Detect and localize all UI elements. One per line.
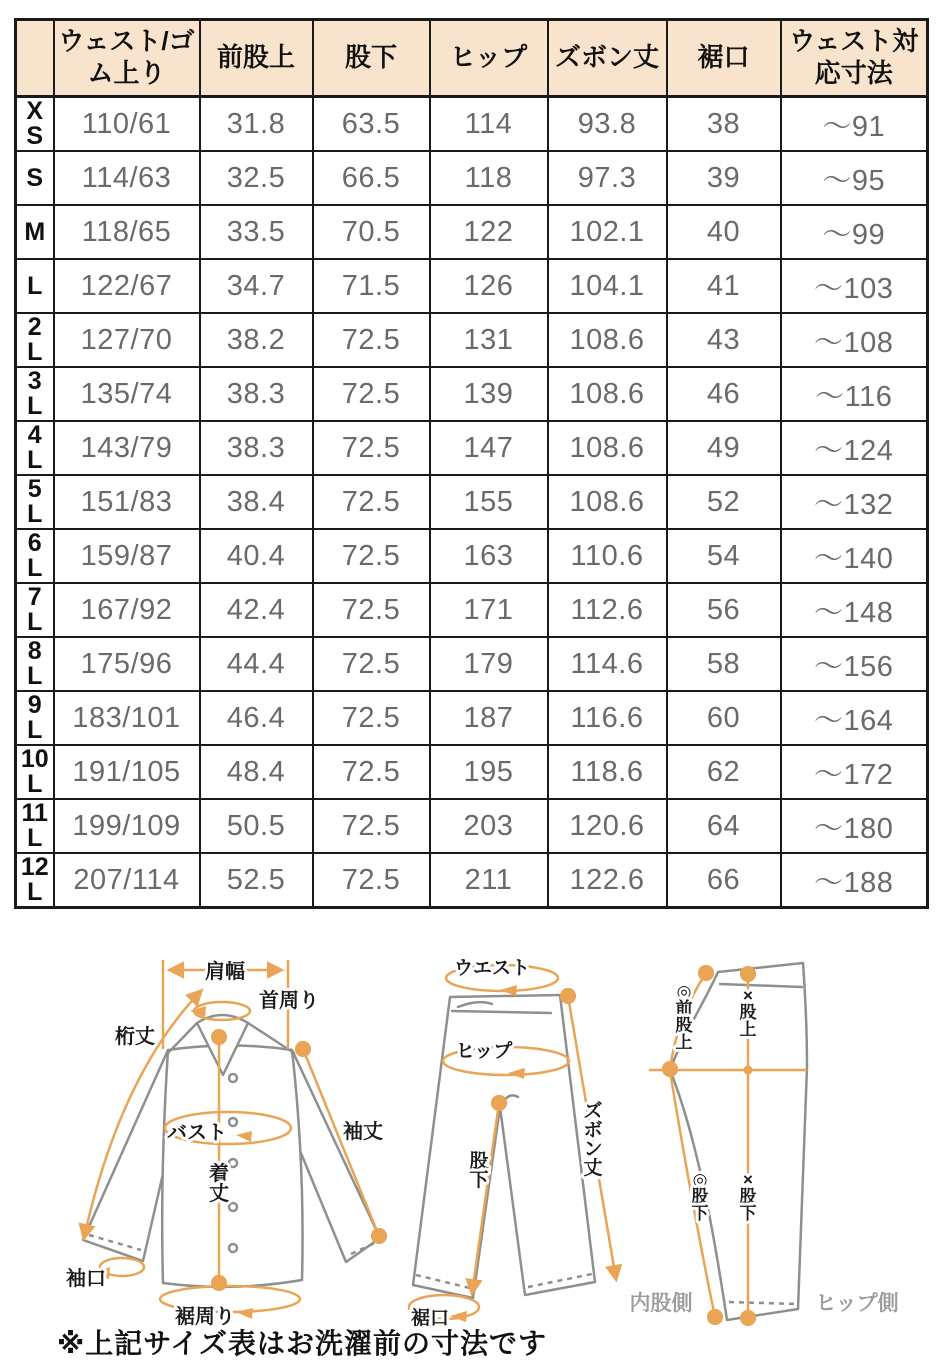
value-waist-range: 〜132	[781, 475, 928, 529]
value-pants-length: 93.8	[548, 97, 667, 152]
value-pants-length: 108.6	[548, 475, 667, 529]
table-row	[16, 637, 928, 691]
header-pants-length: ズボン丈	[548, 20, 667, 97]
value-pants-length: 110.6	[548, 529, 667, 583]
header-inseam: 股下	[313, 20, 430, 97]
front-rise-label: ◎前股上	[675, 982, 693, 1052]
value-waist-elastic: 199/109	[54, 799, 200, 853]
value-hip: 211	[430, 853, 548, 908]
value-front-rise: 31.8	[200, 97, 313, 152]
value-waist-elastic: 191/105	[54, 745, 200, 799]
value-waist-range: 〜103	[781, 259, 928, 313]
value-inseam: 72.5	[313, 691, 430, 745]
value-waist-elastic: 127/70	[54, 313, 200, 367]
value-hem-opening: 60	[667, 691, 781, 745]
hip-label: ヒップ	[455, 1041, 513, 1062]
value-front-rise: 48.4	[200, 745, 313, 799]
value-hem-opening: 39	[667, 151, 781, 205]
table-row	[16, 583, 928, 637]
rise-label: ×股上	[739, 986, 757, 1039]
value-hip: 126	[430, 259, 548, 313]
size-label: 11 L	[16, 799, 54, 853]
value-hem-opening: 64	[667, 799, 781, 853]
value-waist-range: 〜180	[781, 799, 928, 853]
value-waist-range: 〜95	[781, 151, 928, 205]
size-label: X S	[16, 97, 54, 152]
value-hip: 114	[430, 97, 548, 152]
inseam-front-label: ◎股下	[691, 1170, 709, 1223]
size-label: 7 L	[16, 583, 54, 637]
value-waist-elastic: 207/114	[54, 853, 200, 908]
value-pants-length: 108.6	[548, 313, 667, 367]
value-waist-elastic: 151/83	[54, 475, 200, 529]
value-inseam: 72.5	[313, 637, 430, 691]
value-hip: 147	[430, 421, 548, 475]
size-label: 4 L	[16, 421, 54, 475]
value-waist-range: 〜124	[781, 421, 928, 475]
size-label: 12 L	[16, 853, 54, 908]
value-front-rise: 52.5	[200, 853, 313, 908]
value-front-rise: 44.4	[200, 637, 313, 691]
value-hip: 187	[430, 691, 548, 745]
shoulder-width-label: 肩幅	[205, 961, 245, 983]
header-hip: ヒップ	[430, 20, 548, 97]
size-label: 10 L	[16, 745, 54, 799]
inner-thigh-side-label: 内股側	[629, 1292, 693, 1315]
value-pants-length: 104.1	[548, 259, 667, 313]
table-row	[16, 205, 928, 259]
table-row	[16, 313, 928, 367]
value-inseam: 72.5	[313, 475, 430, 529]
value-waist-elastic: 183/101	[54, 691, 200, 745]
table-row	[16, 691, 928, 745]
value-hip: 203	[430, 799, 548, 853]
value-inseam: 72.5	[313, 313, 430, 367]
hem-opening-label: 裾口	[410, 1308, 450, 1329]
value-waist-elastic: 175/96	[54, 637, 200, 691]
value-hem-opening: 40	[667, 205, 781, 259]
table-row	[16, 745, 928, 799]
size-table	[14, 18, 929, 909]
value-hem-opening: 56	[667, 583, 781, 637]
size-table-body	[16, 97, 928, 908]
value-hem-opening: 46	[667, 367, 781, 421]
size-label: 2 L	[16, 313, 54, 367]
value-inseam: 72.5	[313, 799, 430, 853]
neck-girth-label: 首周り	[259, 990, 319, 1012]
value-hem-opening: 66	[667, 853, 781, 908]
waist-label: ウエスト	[453, 958, 531, 979]
value-hem-opening: 43	[667, 313, 781, 367]
value-waist-range: 〜140	[781, 529, 928, 583]
value-pants-length: 114.6	[548, 637, 667, 691]
value-hip: 122	[430, 205, 548, 259]
value-inseam: 72.5	[313, 745, 430, 799]
value-hip: 155	[430, 475, 548, 529]
table-row	[16, 799, 928, 853]
value-waist-range: 〜99	[781, 205, 928, 259]
header-row	[16, 20, 928, 97]
value-waist-elastic: 143/79	[54, 421, 200, 475]
pants-length-label: ズボン丈	[583, 1101, 603, 1179]
value-front-rise: 46.4	[200, 691, 313, 745]
value-pants-length: 120.6	[548, 799, 667, 853]
value-inseam: 72.5	[313, 583, 430, 637]
inseam-back-label: ×股下	[739, 1170, 757, 1223]
value-front-rise: 38.4	[200, 475, 313, 529]
value-hem-opening: 62	[667, 745, 781, 799]
value-hip: 139	[430, 367, 548, 421]
value-waist-range: 〜188	[781, 853, 928, 908]
header-front-rise: 前股上	[200, 20, 313, 97]
value-hem-opening: 41	[667, 259, 781, 313]
table-row	[16, 421, 928, 475]
value-front-rise: 50.5	[200, 799, 313, 853]
value-inseam: 70.5	[313, 205, 430, 259]
size-label: 8 L	[16, 637, 54, 691]
hip-side-label: ヒップ側	[815, 1292, 899, 1315]
value-hem-opening: 58	[667, 637, 781, 691]
body-length-label: 着丈	[209, 1163, 229, 1205]
value-waist-range: 〜172	[781, 745, 928, 799]
value-waist-elastic: 110/61	[54, 97, 200, 152]
value-inseam: 71.5	[313, 259, 430, 313]
value-hem-opening: 49	[667, 421, 781, 475]
value-inseam: 72.5	[313, 421, 430, 475]
table-row	[16, 529, 928, 583]
header-waist-elastic: ウェスト/ゴム上り	[54, 20, 200, 97]
value-waist-elastic: 118/65	[54, 205, 200, 259]
value-waist-range: 〜91	[781, 97, 928, 152]
value-hem-opening: 54	[667, 529, 781, 583]
value-pants-length: 122.6	[548, 853, 667, 908]
shirt-measurement-diagram	[10, 945, 440, 1330]
value-hip: 118	[430, 151, 548, 205]
header-waist-range: ウェスト対応寸法	[781, 20, 928, 97]
value-front-rise: 38.2	[200, 313, 313, 367]
hem-opening-arrow	[450, 1311, 467, 1322]
value-waist-range: 〜164	[781, 691, 928, 745]
size-label: 9 L	[16, 691, 54, 745]
value-pants-length: 108.6	[548, 421, 667, 475]
value-hip: 195	[430, 745, 548, 799]
value-waist-range: 〜156	[781, 637, 928, 691]
size-label: 5 L	[16, 475, 54, 529]
header-corner	[16, 20, 54, 97]
value-hip: 163	[430, 529, 548, 583]
table-row	[16, 475, 928, 529]
value-waist-elastic: 159/87	[54, 529, 200, 583]
table-row	[16, 259, 928, 313]
footnote: ※上記サイズ表はお洗濯前の寸法です	[57, 1328, 547, 1359]
size-label: L	[16, 259, 54, 313]
value-hip: 131	[430, 313, 548, 367]
size-label: S	[16, 151, 54, 205]
size-label: 3 L	[16, 367, 54, 421]
value-inseam: 72.5	[313, 529, 430, 583]
table-row	[16, 367, 928, 421]
value-inseam: 72.5	[313, 367, 430, 421]
waist-arrow	[500, 985, 517, 996]
size-label: 6 L	[16, 529, 54, 583]
value-hip: 179	[430, 637, 548, 691]
value-waist-range: 〜116	[781, 367, 928, 421]
value-waist-elastic: 122/67	[54, 259, 200, 313]
table-row	[16, 853, 928, 908]
value-inseam: 66.5	[313, 151, 430, 205]
header-hem-opening: 裾口	[667, 20, 781, 97]
table-row	[16, 151, 928, 205]
value-front-rise: 40.4	[200, 529, 313, 583]
value-front-rise: 33.5	[200, 205, 313, 259]
hem-girth-arrow	[236, 1308, 253, 1319]
value-hem-opening: 52	[667, 475, 781, 529]
value-front-rise: 32.5	[200, 151, 313, 205]
value-waist-elastic: 135/74	[54, 367, 200, 421]
value-front-rise: 38.3	[200, 421, 313, 475]
value-front-rise: 42.4	[200, 583, 313, 637]
value-front-rise: 34.7	[200, 259, 313, 313]
inseam-label: 股下	[469, 1151, 489, 1191]
value-waist-elastic: 114/63	[54, 151, 200, 205]
bust-label: バスト	[167, 1122, 227, 1144]
value-pants-length: 112.6	[548, 583, 667, 637]
cuff-opening-label: 袖口	[66, 1268, 106, 1290]
value-inseam: 63.5	[313, 97, 430, 152]
value-front-rise: 38.3	[200, 367, 313, 421]
value-pants-length: 118.6	[548, 745, 667, 799]
sleeve-length-label: 袖丈	[343, 1121, 383, 1143]
size-label: M	[16, 205, 54, 259]
value-hem-opening: 38	[667, 97, 781, 152]
yuki-length-label: 桁丈	[115, 1026, 155, 1048]
hem-girth-label: 裾周り	[175, 1306, 235, 1328]
value-inseam: 72.5	[313, 853, 430, 908]
value-pants-length: 102.1	[548, 205, 667, 259]
value-waist-range: 〜108	[781, 313, 928, 367]
table-row	[16, 97, 928, 152]
pants-side-diagram	[620, 945, 940, 1335]
value-hip: 171	[430, 583, 548, 637]
value-waist-range: 〜148	[781, 583, 928, 637]
value-waist-elastic: 167/92	[54, 583, 200, 637]
value-pants-length: 116.6	[548, 691, 667, 745]
value-pants-length: 97.3	[548, 151, 667, 205]
value-pants-length: 108.6	[548, 367, 667, 421]
